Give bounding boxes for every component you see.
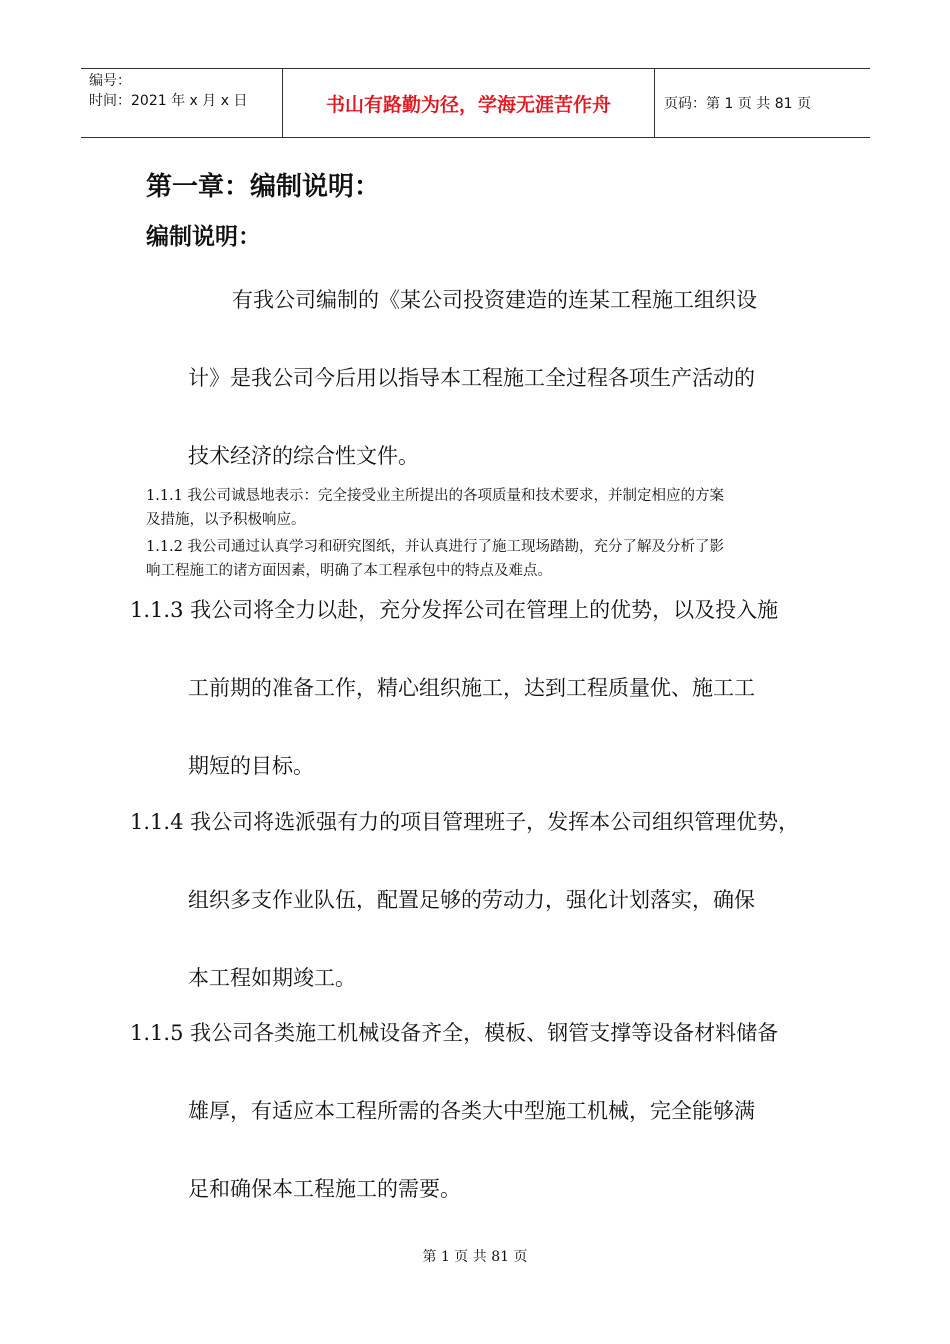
intro-line: 技术经济的综合性文件。 bbox=[188, 444, 419, 468]
item-lead: 1.1.5 我公司各类施工机械设备齐全，模板、钢管支撑等设备材料储备 bbox=[130, 1021, 779, 1045]
item-continuation: 组织多支作业队伍，配置足够的劳动力，强化计划落实，确保 bbox=[188, 888, 755, 912]
small-item-line: 1.1.2 我公司通过认真学习和研究图纸，并认真进行了施工现场踏勘，充分了解及分析了影 bbox=[146, 539, 724, 555]
list-item-113 bbox=[130, 571, 820, 805]
list-item-114 bbox=[130, 783, 820, 1017]
small-item-line: 及措施，以予积极响应。 bbox=[146, 512, 306, 528]
small-item-line: 1.1.1 我公司诚恳地表示：完全接受业主所提出的各项质量和技术要求，并制定相应的方案 bbox=[146, 488, 724, 504]
header-left-cell bbox=[81, 69, 283, 137]
intro-paragraph bbox=[188, 261, 808, 495]
item-continuation: 工前期的准备工作，精心组织施工，达到工程质量优、施工工 bbox=[188, 676, 755, 700]
item-lead: 1.1.3 我公司将全力以赴，充分发挥公司在管理上的优势，以及投入施 bbox=[130, 598, 779, 622]
page-header bbox=[81, 68, 870, 138]
intro-line: 计》是我公司今后用以指导本工程施工全过程各项生产活动的 bbox=[188, 366, 755, 390]
header-motto: 书山有路勤为径，学海无涯苦作舟 bbox=[283, 69, 655, 137]
item-continuation: 本工程如期竣工。 bbox=[188, 966, 356, 990]
header-page-info: 页码：第 1 页 共 81 页 bbox=[664, 96, 811, 112]
item-continuation: 期短的目标。 bbox=[188, 754, 314, 778]
page-footer: 第 1 页 共 81 页 bbox=[422, 1249, 528, 1265]
time-label: 时间：2021 年 x 月 x 日 bbox=[89, 93, 248, 109]
small-item-1 bbox=[146, 484, 826, 532]
item-continuation: 足和确保本工程施工的需要。 bbox=[188, 1177, 461, 1201]
number-label: 编号： bbox=[89, 73, 131, 89]
item-lead: 1.1.4 我公司将选派强有力的项目管理班子，发挥本公司组织管理优势， bbox=[130, 810, 800, 834]
list-item-115 bbox=[130, 994, 820, 1228]
chapter-title: 第一章：编制说明： bbox=[146, 172, 381, 202]
small-item-line: 响工程施工的诸方面因素，明确了本工程承包中的特点及难点。 bbox=[146, 563, 552, 579]
item-continuation: 雄厚，有适应本工程所需的各类大中型施工机械，完全能够满 bbox=[188, 1099, 755, 1123]
section-title: 编制说明： bbox=[146, 224, 261, 250]
intro-line: 有我公司编制的《某公司投资建造的连某工程施工组织设 bbox=[232, 288, 757, 312]
